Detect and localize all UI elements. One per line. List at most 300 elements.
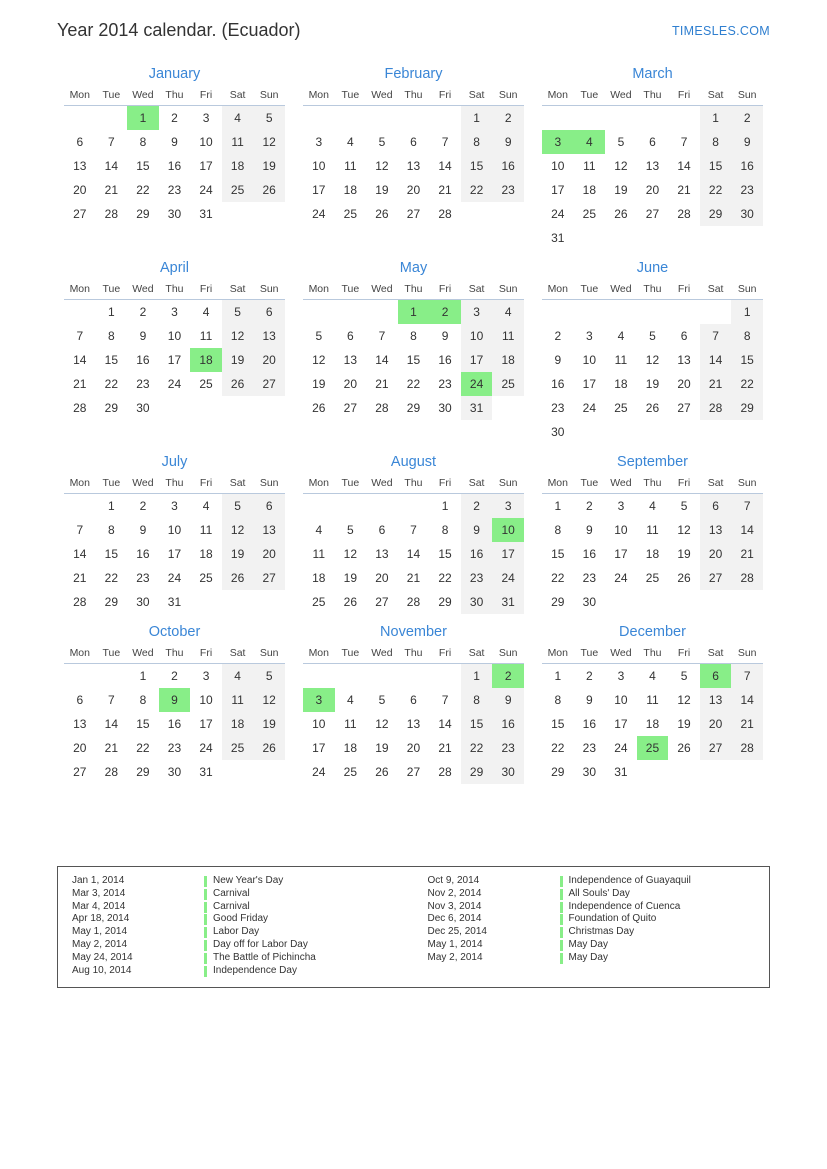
day-cell-empty [668, 420, 700, 444]
day-cell: 4 [315, 523, 323, 537]
day-cell: 7 [410, 523, 417, 537]
weekday-sat: Sat [700, 475, 732, 494]
day-cell: 1 [108, 305, 115, 319]
weekday-mon: Mon [303, 281, 335, 300]
month-march [535, 66, 770, 250]
legend-date: May 1, 2014 [427, 938, 483, 950]
day-cell: 23 [582, 741, 597, 755]
weekday-tue: Tue [96, 87, 128, 106]
day-cell: 26 [222, 372, 254, 396]
day-cell: 1 [731, 300, 763, 325]
day-cell: 13 [343, 353, 358, 367]
day-cell: 18 [222, 712, 254, 736]
day-cell: 25 [582, 207, 597, 221]
month-february [296, 66, 531, 250]
day-cell: 23 [136, 571, 150, 585]
week-row [303, 348, 524, 372]
weekday-thu: Thu [637, 475, 669, 494]
day-cell: 12 [253, 688, 285, 712]
legend-column-left [58, 875, 414, 987]
day-cell: 28 [73, 401, 87, 415]
day-cell: 18 [199, 547, 213, 561]
weekday-header-row [542, 87, 763, 106]
day-cell: 14 [104, 159, 119, 173]
day-cell: 23 [731, 178, 763, 202]
day-cell: 9 [731, 130, 763, 154]
day-cell-empty [731, 226, 763, 250]
day-cell: 18 [343, 183, 358, 197]
day-cell: 11 [222, 130, 254, 154]
day-cell: 15 [731, 348, 763, 372]
day-cell: 23 [167, 741, 182, 755]
weekday-wed: Wed [605, 281, 637, 300]
day-cell: 27 [375, 595, 389, 609]
weekday-tue: Tue [574, 475, 606, 494]
week-row [64, 130, 285, 154]
day-cell-empty [700, 420, 732, 444]
day-cell-empty [605, 300, 637, 325]
day-cell-empty [222, 760, 254, 784]
day-cell: 1 [554, 669, 562, 683]
day-cell: 19 [253, 712, 285, 736]
day-cell-empty [64, 494, 96, 519]
day-cell: 5 [347, 523, 354, 537]
month-title: April [159, 260, 189, 276]
day-cell: 8 [461, 130, 493, 154]
day-cell: 21 [104, 741, 119, 755]
week-row [64, 348, 285, 372]
month-april [57, 260, 292, 444]
day-cell-empty [222, 202, 254, 226]
day-cell: 13 [406, 717, 421, 731]
day-cell: 19 [343, 571, 358, 585]
day-cell: 23 [438, 377, 452, 391]
day-cell: 3 [171, 499, 178, 513]
day-cell: 21 [104, 183, 119, 197]
weekday-sat: Sat [700, 645, 732, 664]
day-cell: 8 [700, 130, 732, 154]
month-table [542, 281, 763, 444]
day-cell: 30 [582, 595, 597, 609]
week-row [64, 736, 285, 760]
day-cell: 13 [677, 353, 691, 367]
day-cell: 9 [492, 130, 524, 154]
day-cell: 22 [438, 571, 452, 585]
week-row [64, 566, 285, 590]
day-cell: 17 [312, 741, 326, 755]
day-cell: 25 [199, 377, 213, 391]
week-row [542, 396, 763, 420]
week-row [542, 518, 763, 542]
day-cell: 26 [343, 595, 358, 609]
week-row [64, 106, 285, 131]
legend-dates-right [428, 875, 560, 987]
weekday-fri: Fri [190, 87, 222, 106]
day-cell-empty [429, 664, 461, 689]
month-table [542, 645, 763, 784]
day-cell: 7 [76, 523, 84, 537]
day-cell: 11 [646, 693, 659, 707]
month-september [535, 454, 770, 614]
day-cell: 9 [554, 353, 562, 367]
day-cell: 5 [253, 106, 285, 131]
week-row [303, 130, 524, 154]
day-cell: 25 [222, 736, 254, 760]
legend-holiday-name: Carnival [204, 888, 414, 901]
day-cell-holiday: 1 [127, 106, 159, 131]
day-cell: 21 [677, 183, 691, 197]
day-cell: 12 [375, 159, 389, 173]
day-cell: 12 [343, 547, 358, 561]
legend-holiday-name: Foundation of Quito [560, 913, 770, 926]
day-cell: 8 [139, 693, 147, 707]
day-cell-empty [637, 106, 669, 131]
day-cell: 16 [492, 154, 524, 178]
day-cell: 27 [406, 207, 421, 221]
day-cell: 28 [104, 765, 119, 779]
day-cell: 8 [554, 693, 562, 707]
day-cell: 5 [649, 329, 656, 343]
day-cell: 16 [167, 717, 182, 731]
day-cell: 26 [614, 207, 628, 221]
day-cell: 10 [312, 159, 326, 173]
day-cell-empty [398, 494, 430, 519]
day-cell: 14 [73, 547, 87, 561]
day-cell: 19 [222, 542, 254, 566]
legend-date: May 24, 2014 [72, 951, 133, 963]
weekday-sat: Sat [700, 87, 732, 106]
week-row [303, 372, 524, 396]
weekday-sat: Sat [461, 87, 493, 106]
day-cell-empty [605, 106, 637, 131]
day-cell: 27 [700, 736, 732, 760]
month-table [303, 87, 524, 226]
day-cell: 9 [139, 523, 147, 537]
day-cell: 6 [347, 329, 354, 343]
day-cell: 4 [222, 106, 254, 131]
day-cell: 30 [551, 425, 565, 439]
day-cell: 15 [136, 717, 150, 731]
day-cell: 9 [139, 329, 147, 343]
weekday-thu: Thu [159, 645, 191, 664]
day-cell: 15 [104, 547, 119, 561]
day-cell: 3 [461, 300, 493, 325]
day-cell: 12 [222, 518, 254, 542]
weekday-tue: Tue [335, 87, 367, 106]
day-cell: 30 [461, 590, 493, 614]
month-august [296, 454, 531, 614]
weekday-tue: Tue [96, 475, 128, 494]
day-cell: 15 [136, 159, 150, 173]
day-cell: 2 [171, 111, 178, 125]
weekday-mon: Mon [303, 645, 335, 664]
day-cell: 15 [406, 353, 421, 367]
day-cell: 23 [492, 178, 524, 202]
weekday-mon: Mon [542, 645, 574, 664]
day-cell-empty [335, 300, 367, 325]
day-cell: 20 [700, 712, 732, 736]
day-cell-holiday: 24 [461, 372, 493, 396]
day-cell: 13 [700, 518, 732, 542]
weekday-wed: Wed [605, 645, 637, 664]
day-cell: 29 [104, 595, 119, 609]
weekday-thu: Thu [398, 645, 430, 664]
legend-date: Dec 6, 2014 [427, 913, 482, 925]
weekday-header-row [303, 645, 524, 664]
day-cell: 24 [614, 571, 628, 585]
day-cell: 4 [347, 693, 354, 707]
day-cell: 11 [583, 159, 596, 173]
month-january [57, 66, 292, 250]
day-cell: 1 [441, 499, 449, 513]
week-row [542, 372, 763, 396]
weekday-mon: Mon [303, 87, 335, 106]
day-cell: 8 [108, 329, 115, 343]
day-cell: 29 [438, 595, 452, 609]
month-may [296, 260, 531, 444]
brand-link[interactable]: TIMESLES.COM [671, 24, 770, 38]
week-row [542, 760, 763, 784]
day-cell: 4 [617, 329, 625, 343]
month-title: October [148, 624, 201, 640]
day-cell: 3 [202, 111, 210, 125]
week-row [542, 202, 763, 226]
day-cell: 30 [136, 595, 150, 609]
legend-holiday-name: May Day [560, 952, 770, 965]
day-cell: 17 [461, 348, 493, 372]
day-cell-holiday: 1 [398, 300, 430, 325]
day-cell: 26 [222, 566, 254, 590]
day-cell: 7 [108, 693, 115, 707]
day-cell: 26 [677, 571, 691, 585]
day-cell: 21 [375, 377, 389, 391]
month-title: May [399, 260, 428, 276]
day-cell: 16 [461, 542, 493, 566]
weekday-fri: Fri [429, 87, 461, 106]
day-cell: 22 [136, 741, 150, 755]
day-cell: 12 [677, 523, 691, 537]
day-cell: 16 [582, 717, 597, 731]
day-cell: 31 [167, 595, 182, 609]
day-cell: 5 [378, 135, 386, 149]
weekday-fri: Fri [190, 645, 222, 664]
day-cell: 12 [645, 353, 660, 367]
day-cell: 2 [554, 329, 562, 343]
day-cell: 6 [649, 135, 656, 149]
day-cell: 16 [551, 377, 565, 391]
day-cell-empty [700, 300, 732, 325]
month-table [64, 645, 285, 784]
day-cell: 25 [645, 571, 660, 585]
legend-date: Aug 10, 2014 [72, 964, 132, 976]
day-cell: 6 [253, 494, 285, 519]
day-cell: 24 [582, 401, 597, 415]
week-row [303, 518, 524, 542]
month-title: March [632, 66, 673, 82]
weekday-fri: Fri [668, 475, 700, 494]
day-cell-empty [190, 590, 222, 614]
week-row [64, 590, 285, 614]
week-row [542, 590, 763, 614]
day-cell: 7 [700, 324, 732, 348]
day-cell: 29 [136, 765, 150, 779]
day-cell: 11 [492, 324, 524, 348]
day-cell: 6 [253, 300, 285, 325]
day-cell: 14 [731, 688, 763, 712]
day-cell: 20 [700, 542, 732, 566]
day-cell: 16 [136, 547, 150, 561]
day-cell: 29 [551, 765, 565, 779]
page-title: Year 2014 calendar. (Ecuador) [57, 20, 301, 40]
day-cell: 5 [222, 494, 254, 519]
day-cell-empty [303, 664, 335, 689]
day-cell: 30 [136, 401, 150, 415]
weekday-wed: Wed [127, 281, 159, 300]
day-cell: 19 [677, 547, 691, 561]
day-cell: 10 [167, 329, 182, 343]
day-cell: 10 [199, 135, 213, 149]
day-cell: 18 [645, 717, 660, 731]
day-cell: 30 [167, 765, 182, 779]
legend-names-left [204, 875, 414, 987]
day-cell-empty [303, 300, 335, 325]
day-cell: 27 [253, 566, 285, 590]
day-cell: 16 [438, 353, 452, 367]
day-cell-empty [637, 300, 669, 325]
day-cell: 7 [378, 329, 386, 343]
day-cell: 8 [731, 324, 763, 348]
day-cell: 3 [617, 669, 625, 683]
day-cell: 13 [253, 324, 285, 348]
weekday-mon: Mon [303, 475, 335, 494]
day-cell: 14 [406, 547, 421, 561]
day-cell: 2 [586, 499, 593, 513]
month-title: September [617, 454, 688, 470]
day-cell: 25 [492, 372, 524, 396]
day-cell: 11 [199, 523, 213, 537]
legend-holiday-name: New Year's Day [204, 875, 414, 888]
day-cell-empty [159, 396, 191, 420]
week-row [542, 566, 763, 590]
day-cell: 25 [199, 571, 213, 585]
day-cell: 22 [406, 377, 421, 391]
day-cell: 12 [375, 717, 389, 731]
legend-dates-left [72, 875, 204, 987]
weekday-header-row [64, 87, 285, 106]
holiday-legend [57, 866, 770, 988]
weekday-thu: Thu [159, 475, 191, 494]
day-cell: 10 [582, 353, 597, 367]
day-cell: 17 [614, 717, 628, 731]
day-cell: 20 [73, 183, 87, 197]
weekday-fri: Fri [668, 645, 700, 664]
day-cell-empty [335, 106, 367, 131]
week-row [542, 542, 763, 566]
weekday-sat: Sat [461, 475, 493, 494]
day-cell-holiday: 25 [637, 736, 669, 760]
day-cell: 14 [438, 717, 452, 731]
day-cell: 27 [406, 765, 421, 779]
day-cell: 18 [645, 547, 660, 561]
week-row [303, 664, 524, 689]
day-cell: 28 [406, 595, 421, 609]
day-cell: 24 [551, 207, 565, 221]
day-cell: 29 [551, 595, 565, 609]
day-cell: 13 [406, 159, 421, 173]
day-cell-holiday: 10 [492, 518, 524, 542]
day-cell: 2 [139, 499, 147, 513]
day-cell: 15 [461, 712, 493, 736]
day-cell-empty [461, 202, 493, 226]
day-cell: 14 [700, 348, 732, 372]
week-row [303, 324, 524, 348]
months-grid [57, 66, 770, 794]
day-cell: 5 [680, 669, 688, 683]
day-cell: 29 [700, 202, 732, 226]
day-cell: 27 [677, 401, 691, 415]
day-cell-empty [668, 590, 700, 614]
day-cell: 8 [554, 523, 562, 537]
week-row [303, 712, 524, 736]
day-cell-empty [700, 226, 732, 250]
legend-holiday-name: The Battle of Pichincha [204, 952, 414, 965]
weekday-mon: Mon [542, 475, 574, 494]
day-cell: 28 [104, 207, 119, 221]
month-table [303, 475, 524, 614]
day-cell: 11 [614, 353, 628, 367]
weekday-fri: Fri [668, 87, 700, 106]
month-title: November [380, 624, 447, 640]
day-cell: 4 [649, 499, 656, 513]
weekday-tue: Tue [96, 281, 128, 300]
weekday-tue: Tue [335, 645, 367, 664]
month-table [64, 475, 285, 614]
day-cell: 23 [167, 183, 182, 197]
day-cell: 28 [73, 595, 87, 609]
day-cell-empty [366, 494, 398, 519]
day-cell: 21 [438, 183, 452, 197]
day-cell: 21 [406, 571, 421, 585]
day-cell: 22 [104, 377, 119, 391]
day-cell: 26 [312, 401, 326, 415]
day-cell: 27 [343, 401, 358, 415]
day-cell-empty [731, 760, 763, 784]
day-cell: 17 [167, 353, 182, 367]
day-cell-empty [253, 202, 285, 226]
weekday-wed: Wed [127, 475, 159, 494]
day-cell: 26 [677, 741, 691, 755]
weekday-header-row [303, 475, 524, 494]
weekday-sat: Sat [461, 645, 493, 664]
week-row [542, 664, 763, 689]
day-cell: 10 [461, 324, 493, 348]
day-cell-empty [222, 590, 254, 614]
weekday-wed: Wed [605, 87, 637, 106]
day-cell: 20 [645, 183, 660, 197]
day-cell: 2 [171, 669, 178, 683]
week-row [64, 518, 285, 542]
day-cell-holiday: 9 [159, 688, 191, 712]
day-cell: 14 [104, 717, 119, 731]
day-cell: 5 [315, 329, 323, 343]
month-table [64, 281, 285, 420]
weekday-sun: Sun [253, 645, 285, 664]
day-cell: 15 [461, 154, 493, 178]
day-cell-holiday: 4 [574, 130, 606, 154]
legend-date: May 2, 2014 [427, 951, 483, 963]
day-cell-empty [335, 494, 367, 519]
day-cell: 24 [312, 765, 326, 779]
